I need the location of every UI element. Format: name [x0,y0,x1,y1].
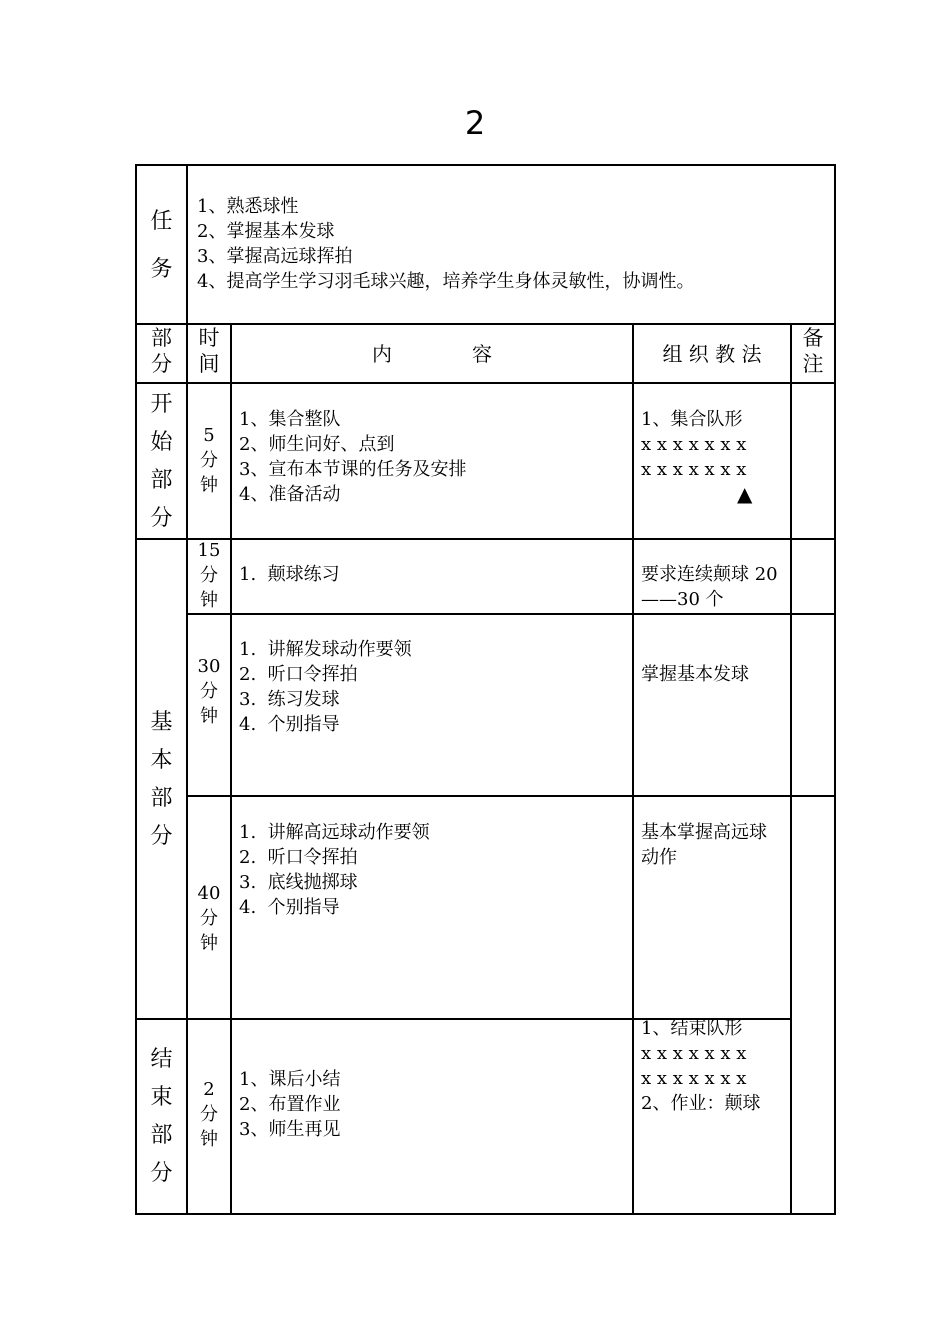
list-item: 1、结束队形 [641,1018,743,1039]
method-start [641,407,746,482]
list-item: 2. 听口令挥拍 [239,847,358,868]
task-item: 1、熟悉球性 [197,196,299,217]
divider-header-row [135,382,836,384]
divider-task-row [135,323,836,325]
list-item: 3. 底线抛掷球 [239,872,358,893]
header-time: 时 间 [198,326,220,376]
list-item: 2、布置作业 [239,1094,341,1115]
list-item: 4. 个别指导 [239,897,340,918]
task-list [197,194,694,294]
method-end [641,1016,760,1116]
header-part: 部 分 [151,326,172,376]
section-label-basic: 基 本 部 分 [150,710,173,849]
list-item: 1. 讲解发球动作要领 [239,639,412,660]
list-item: 1. 讲解高远球动作要领 [239,822,430,843]
formation-row: x x x x x x x [641,1068,747,1089]
header-content: 内 容 [372,342,492,366]
time-basic-2: 30 分 钟 [197,656,221,727]
divider-content-col [632,323,634,1215]
list-item: 2. 听口令挥拍 [239,664,358,685]
content-basic-1 [239,562,340,587]
teacher-triangle-icon: ▲ [737,482,753,506]
time-basic-3: 40 分 钟 [197,883,221,954]
content-end [239,1067,340,1142]
list-item: 掌握基本发球 [641,664,749,685]
list-item: 基本掌握高远球 [641,822,767,843]
divider-method-col [790,323,792,1215]
divider-basic-row1 [186,613,836,615]
method-basic-3 [641,820,767,870]
content-basic-3 [239,820,430,920]
list-item: 1、集合队形 [641,409,743,430]
method-basic-1 [641,562,778,612]
list-item: 2、师生问好、点到 [239,434,395,455]
table-border-right [834,164,836,1215]
page-number: 2 [464,104,486,142]
list-item: 1、集合整队 [239,409,341,430]
time-end: 2 分 钟 [200,1079,218,1150]
formation-row: x x x x x x x [641,434,747,455]
list-item: 4、准备活动 [239,484,341,505]
list-item: 动作 [641,847,677,868]
content-basic-2 [239,637,412,737]
time-start: 5 分 钟 [200,425,218,496]
list-item: 2、作业：颠球 [641,1093,761,1114]
header-note: 备 注 [802,326,824,376]
formation-row: x x x x x x x [641,1043,747,1064]
content-start [239,407,466,507]
list-item: 3、师生再见 [239,1119,341,1140]
task-item: 2、掌握基本发球 [197,221,335,242]
section-label-start: 开 始 部 分 [150,392,173,531]
divider-time-col [230,323,232,1215]
task-item: 4、提高学生学习羽毛球兴趣，培养学生身体灵敏性，协调性。 [197,271,695,292]
table-border-top [135,164,836,166]
divider-start-row [135,538,836,540]
time-basic-1: 15 分 钟 [197,540,221,611]
list-item: 3、宣布本节课的任务及安排 [239,459,467,480]
section-label-end: 结 束 部 分 [150,1047,173,1186]
list-item: 要求连续颠球 20 [641,564,778,585]
formation-row: x x x x x x x [641,459,747,480]
task-label: 任 务 [150,209,173,282]
list-item: ——30 个 [641,589,724,610]
list-item: 3. 练习发球 [239,689,340,710]
header-method: 组 织 教 法 [662,342,762,366]
table-border-bottom [135,1213,836,1215]
divider-basic-row2 [186,795,836,797]
list-item: 1、课后小结 [239,1069,341,1090]
method-basic-2 [641,662,749,687]
task-item: 3、掌握高远球挥拍 [197,246,353,267]
list-item: 1. 颠球练习 [239,564,340,585]
list-item: 4. 个别指导 [239,714,340,735]
